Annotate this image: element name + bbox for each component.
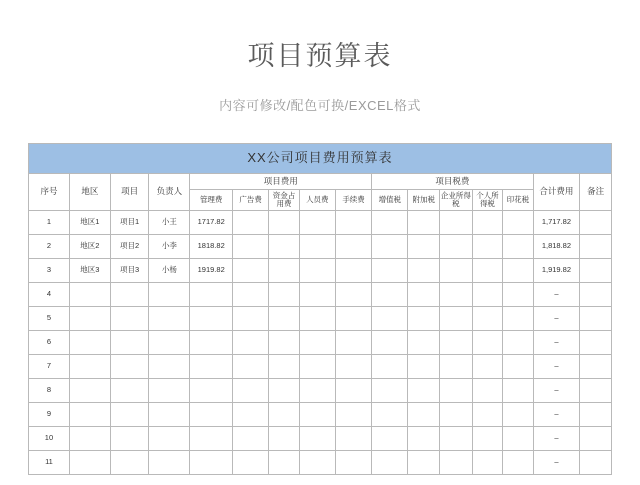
cell-remark <box>580 235 612 259</box>
cell-stamp-tax <box>503 427 533 451</box>
cell-surtax <box>408 355 440 379</box>
cell-vat <box>372 235 408 259</box>
cell-project: 项目3 <box>110 259 149 283</box>
cell-advertising-fee <box>233 331 269 355</box>
cell-project <box>110 427 149 451</box>
cell-project <box>110 283 149 307</box>
cell-owner <box>149 451 190 475</box>
cell-corporate-income-tax <box>440 283 473 307</box>
cell-personal-income-tax <box>472 379 502 403</box>
cell-surtax <box>408 403 440 427</box>
cell-capital-occupation-fee <box>269 307 299 331</box>
cell-management-fee <box>190 451 233 475</box>
cell-handling-fee <box>335 355 371 379</box>
cell-region <box>69 451 110 475</box>
column-header-surtax: 附加税 <box>408 190 440 211</box>
cell-handling-fee <box>335 307 371 331</box>
cell-vat <box>372 211 408 235</box>
cell-owner: 小李 <box>149 235 190 259</box>
cell-remark <box>580 427 612 451</box>
group-header-project-cost: 项目费用 <box>190 174 372 190</box>
cell-advertising-fee <box>233 283 269 307</box>
cell-surtax <box>408 451 440 475</box>
cell-region: 地区3 <box>69 259 110 283</box>
cell-project: 项目2 <box>110 235 149 259</box>
cell-capital-occupation-fee <box>269 211 299 235</box>
cell-stamp-tax <box>503 403 533 427</box>
budget-table <box>28 143 612 475</box>
cell-owner <box>149 403 190 427</box>
column-header-stamp-tax: 印花税 <box>503 190 533 211</box>
cell-handling-fee <box>335 283 371 307</box>
cell-project <box>110 403 149 427</box>
cell-index: 10 <box>29 427 70 451</box>
cell-index: 2 <box>29 235 70 259</box>
cell-project <box>110 331 149 355</box>
cell-region <box>69 331 110 355</box>
cell-remark <box>580 307 612 331</box>
cell-stamp-tax <box>503 331 533 355</box>
cell-advertising-fee <box>233 355 269 379</box>
table-row[interactable] <box>29 211 612 235</box>
table-banner: XX公司项目费用预算表 <box>29 144 612 174</box>
cell-owner <box>149 379 190 403</box>
cell-personal-income-tax <box>472 427 502 451</box>
cell-handling-fee <box>335 451 371 475</box>
cell-handling-fee <box>335 379 371 403</box>
cell-index: 1 <box>29 211 70 235</box>
table-row[interactable] <box>29 235 612 259</box>
column-header-advertising-fee: 广告费 <box>233 190 269 211</box>
page-title: 项目预算表 <box>247 41 393 71</box>
cell-advertising-fee <box>233 307 269 331</box>
cell-total-cost: 1,919.82 <box>533 259 580 283</box>
column-header-project: 项目 <box>110 174 149 211</box>
cell-owner <box>149 307 190 331</box>
column-header-capital-occupation-fee: 资金占用费 <box>269 190 299 211</box>
cell-region <box>69 355 110 379</box>
cell-management-fee <box>190 283 233 307</box>
cell-personal-income-tax <box>472 235 502 259</box>
cell-handling-fee <box>335 259 371 283</box>
cell-capital-occupation-fee <box>269 451 299 475</box>
table-group-header-row <box>29 174 612 190</box>
cell-project <box>110 355 149 379</box>
column-header-index: 序号 <box>29 174 70 211</box>
cell-remark <box>580 355 612 379</box>
cell-stamp-tax <box>503 379 533 403</box>
cell-vat <box>372 259 408 283</box>
table-row[interactable] <box>29 331 612 355</box>
cell-management-fee: 1717.82 <box>190 211 233 235</box>
table-row[interactable] <box>29 307 612 331</box>
cell-personnel-fee <box>299 259 335 283</box>
table-row[interactable] <box>29 427 612 451</box>
cell-advertising-fee <box>233 211 269 235</box>
cell-advertising-fee <box>233 451 269 475</box>
cell-personal-income-tax <box>472 331 502 355</box>
cell-total-cost: – <box>533 427 580 451</box>
cell-personnel-fee <box>299 451 335 475</box>
cell-personnel-fee <box>299 307 335 331</box>
cell-project <box>110 307 149 331</box>
cell-remark <box>580 283 612 307</box>
group-header-project-tax: 项目税费 <box>372 174 533 190</box>
cell-surtax <box>408 379 440 403</box>
cell-advertising-fee <box>233 403 269 427</box>
cell-personal-income-tax <box>472 211 502 235</box>
cell-surtax <box>408 235 440 259</box>
cell-total-cost: – <box>533 307 580 331</box>
cell-project <box>110 379 149 403</box>
cell-corporate-income-tax <box>440 403 473 427</box>
cell-index: 6 <box>29 331 70 355</box>
cell-region <box>69 283 110 307</box>
column-header-region: 地区 <box>69 174 110 211</box>
page-subtitle: 内容可修改/配色可换/EXCEL格式 <box>219 98 421 113</box>
cell-vat <box>372 355 408 379</box>
cell-stamp-tax <box>503 283 533 307</box>
cell-personnel-fee <box>299 355 335 379</box>
cell-capital-occupation-fee <box>269 355 299 379</box>
cell-handling-fee <box>335 403 371 427</box>
cell-advertising-fee <box>233 259 269 283</box>
cell-total-cost: – <box>533 379 580 403</box>
cell-corporate-income-tax <box>440 427 473 451</box>
cell-surtax <box>408 427 440 451</box>
cell-surtax <box>408 211 440 235</box>
cell-personal-income-tax <box>472 307 502 331</box>
cell-remark <box>580 403 612 427</box>
cell-corporate-income-tax <box>440 211 473 235</box>
table-row[interactable] <box>29 403 612 427</box>
cell-index: 3 <box>29 259 70 283</box>
cell-personnel-fee <box>299 379 335 403</box>
cell-vat <box>372 427 408 451</box>
cell-management-fee: 1919.82 <box>190 259 233 283</box>
cell-project <box>110 451 149 475</box>
cell-owner: 小王 <box>149 211 190 235</box>
column-header-corporate-income-tax: 企业所得税 <box>440 190 473 211</box>
table-banner-row <box>29 144 612 174</box>
cell-advertising-fee <box>233 379 269 403</box>
column-header-personnel-fee: 人员费 <box>299 190 335 211</box>
cell-management-fee <box>190 427 233 451</box>
cell-management-fee <box>190 355 233 379</box>
cell-personal-income-tax <box>472 451 502 475</box>
column-header-total-cost: 合计费用 <box>533 174 580 211</box>
cell-personal-income-tax <box>472 355 502 379</box>
cell-management-fee <box>190 331 233 355</box>
cell-personnel-fee <box>299 211 335 235</box>
cell-corporate-income-tax <box>440 355 473 379</box>
cell-total-cost: 1,818.82 <box>533 235 580 259</box>
cell-owner <box>149 331 190 355</box>
cell-index: 4 <box>29 283 70 307</box>
column-header-handling-fee: 手续费 <box>335 190 371 211</box>
cell-total-cost: – <box>533 451 580 475</box>
cell-advertising-fee <box>233 235 269 259</box>
cell-corporate-income-tax <box>440 331 473 355</box>
cell-index: 9 <box>29 403 70 427</box>
cell-management-fee <box>190 379 233 403</box>
cell-capital-occupation-fee <box>269 259 299 283</box>
cell-index: 8 <box>29 379 70 403</box>
cell-total-cost: – <box>533 283 580 307</box>
cell-region <box>69 307 110 331</box>
cell-vat <box>372 379 408 403</box>
cell-capital-occupation-fee <box>269 283 299 307</box>
cell-capital-occupation-fee <box>269 331 299 355</box>
cell-project: 项目1 <box>110 211 149 235</box>
cell-stamp-tax <box>503 235 533 259</box>
table-row[interactable] <box>29 355 612 379</box>
cell-capital-occupation-fee <box>269 235 299 259</box>
cell-surtax <box>408 283 440 307</box>
cell-total-cost: – <box>533 331 580 355</box>
cell-corporate-income-tax <box>440 307 473 331</box>
cell-vat <box>372 307 408 331</box>
cell-stamp-tax <box>503 451 533 475</box>
cell-index: 5 <box>29 307 70 331</box>
cell-index: 11 <box>29 451 70 475</box>
cell-advertising-fee <box>233 427 269 451</box>
cell-handling-fee <box>335 211 371 235</box>
column-header-management-fee: 管理费 <box>190 190 233 211</box>
cell-surtax <box>408 307 440 331</box>
table-row[interactable] <box>29 283 612 307</box>
column-header-vat: 增值税 <box>372 190 408 211</box>
cell-personnel-fee <box>299 235 335 259</box>
cell-owner: 小杨 <box>149 259 190 283</box>
cell-handling-fee <box>335 235 371 259</box>
cell-capital-occupation-fee <box>269 379 299 403</box>
cell-handling-fee <box>335 331 371 355</box>
cell-handling-fee <box>335 427 371 451</box>
cell-stamp-tax <box>503 355 533 379</box>
cell-personal-income-tax <box>472 259 502 283</box>
cell-region <box>69 403 110 427</box>
column-header-personal-income-tax: 个人所得税 <box>472 190 502 211</box>
cell-stamp-tax <box>503 307 533 331</box>
cell-management-fee <box>190 403 233 427</box>
cell-vat <box>372 283 408 307</box>
cell-owner <box>149 427 190 451</box>
cell-corporate-income-tax <box>440 259 473 283</box>
cell-corporate-income-tax <box>440 235 473 259</box>
column-header-owner: 负责人 <box>149 174 190 211</box>
cell-owner <box>149 355 190 379</box>
table-row[interactable] <box>29 451 612 475</box>
cell-surtax <box>408 331 440 355</box>
cell-vat <box>372 451 408 475</box>
cell-corporate-income-tax <box>440 379 473 403</box>
cell-owner <box>149 283 190 307</box>
cell-remark <box>580 331 612 355</box>
cell-total-cost: – <box>533 355 580 379</box>
cell-total-cost: – <box>533 403 580 427</box>
cell-stamp-tax <box>503 259 533 283</box>
cell-vat <box>372 331 408 355</box>
cell-region: 地区2 <box>69 235 110 259</box>
cell-personnel-fee <box>299 403 335 427</box>
budget-table-container <box>28 143 612 475</box>
cell-total-cost: 1,717.82 <box>533 211 580 235</box>
cell-region <box>69 427 110 451</box>
cell-personal-income-tax <box>472 403 502 427</box>
cell-vat <box>372 403 408 427</box>
cell-personnel-fee <box>299 283 335 307</box>
cell-region <box>69 379 110 403</box>
cell-personnel-fee <box>299 427 335 451</box>
cell-personal-income-tax <box>472 283 502 307</box>
cell-region: 地区1 <box>69 211 110 235</box>
cell-remark <box>580 451 612 475</box>
cell-management-fee <box>190 307 233 331</box>
cell-stamp-tax <box>503 211 533 235</box>
table-row[interactable] <box>29 379 612 403</box>
cell-capital-occupation-fee <box>269 427 299 451</box>
column-header-remark: 备注 <box>580 174 612 211</box>
cell-remark <box>580 379 612 403</box>
cell-capital-occupation-fee <box>269 403 299 427</box>
cell-index: 7 <box>29 355 70 379</box>
cell-surtax <box>408 259 440 283</box>
cell-remark <box>580 211 612 235</box>
cell-management-fee: 1818.82 <box>190 235 233 259</box>
cell-personnel-fee <box>299 331 335 355</box>
cell-corporate-income-tax <box>440 451 473 475</box>
table-row[interactable] <box>29 259 612 283</box>
cell-remark <box>580 259 612 283</box>
